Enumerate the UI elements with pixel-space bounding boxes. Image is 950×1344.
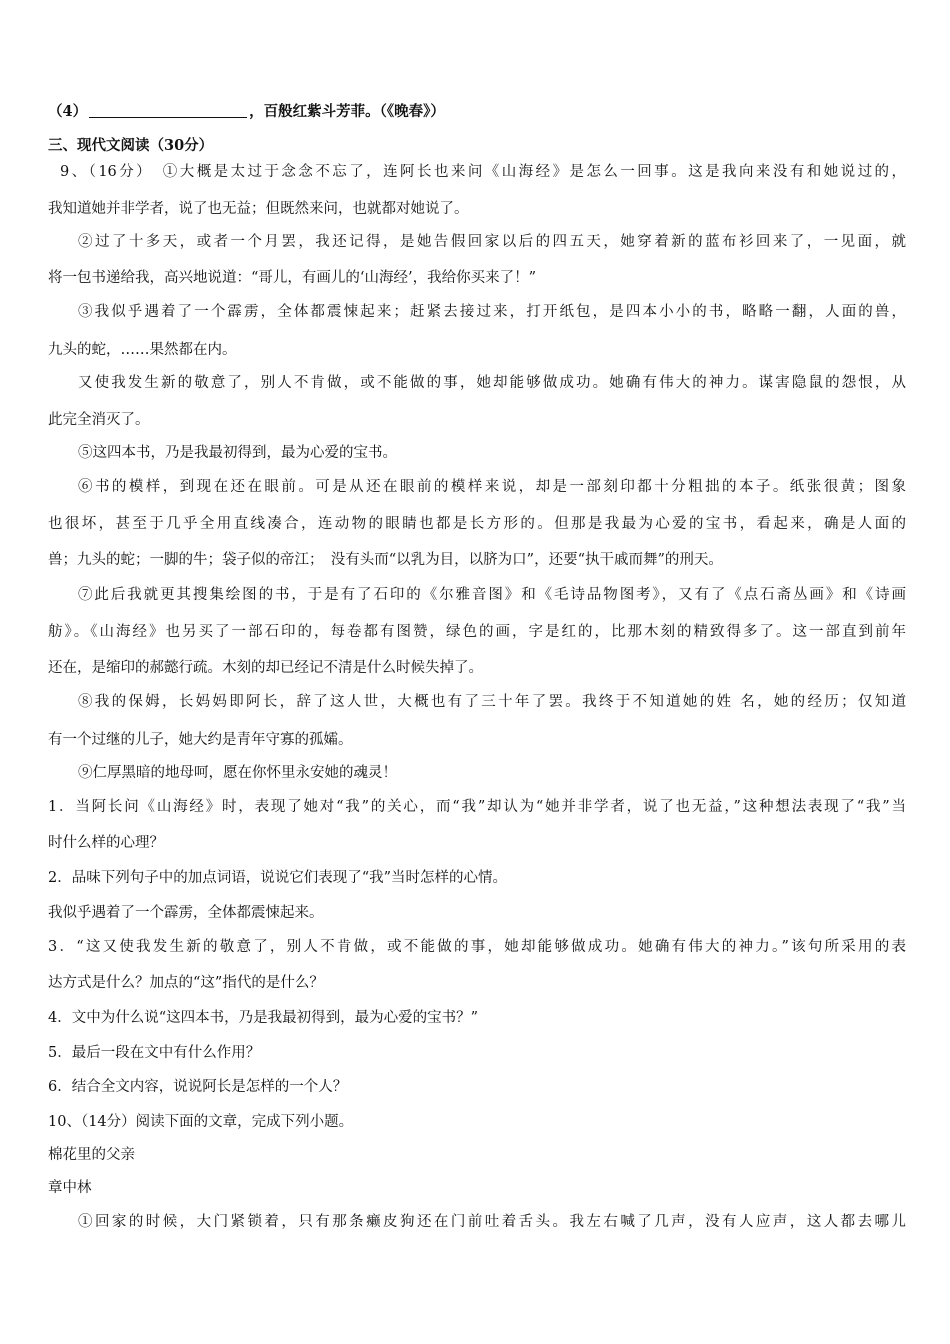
question-line: 3．“这又使我发生新的敬意了，别人不肯做，或不能做的事，她却能够做成功。她确有伟大的神力。”该句所采用的表: [48, 939, 906, 955]
section-heading: 三、现代文阅读（30分）: [48, 137, 214, 154]
passage-line: 还在，是缩印的郝懿行疏。木刻的却已经记不清是什么时候失掉了。: [48, 660, 483, 676]
fill-in-blank: [89, 103, 247, 118]
passage-line: 九头的蛇，……果然都在内。: [48, 342, 237, 358]
passage-line: ⑦此后我就更其搜集绘图的书，于是有了石印的《尔雅音图》和《毛诗品物图考》，又有了《点石斋丛画》和《诗画: [78, 587, 906, 603]
passage-line: ⑨仁厚黑暗的地母呵，愿在你怀里永安她的魂灵！: [78, 765, 397, 781]
passage-line: 有一个过继的儿子，她大约是青年守寡的孤孀。: [48, 732, 353, 748]
passage-10-intro: 10、（14分）阅读下面的文章，完成下列小题。: [48, 1114, 354, 1130]
question-line: 2．品味下列句子中的加点词语，说说它们表现了“我”当时怎样的心情。: [48, 870, 508, 886]
passage-line: ⑤这四本书，乃是我最初得到，最为心爱的宝书。: [78, 445, 397, 461]
passage-10-author: 章中林: [48, 1180, 92, 1196]
question-line: 5．最后一段在文中有什么作用？: [48, 1045, 261, 1061]
question-4-line: [48, 102, 906, 122]
passage-line: 兽；九头的蛇；一脚的牛；袋子似的帝江； 没有头而“以乳为目，以脐为口”，还要“执干戚而舞”的刑天。: [48, 552, 723, 568]
question-4-number: （4）: [48, 103, 88, 120]
question-line: 我似乎遇着了一个霹雳，全体都震悚起来。: [48, 905, 324, 921]
question-line: 4．文中为什么说“这四本书，乃是我最初得到，最为心爱的宝书？”: [48, 1010, 479, 1026]
passage-line: ②过了十多天，或者一个月罢，我还记得，是她告假回家以后的四五天，她穿着新的蓝布衫回来了，一见面，就: [78, 234, 906, 250]
passage-line: ①回家的时候，大门紧锁着，只有那条癞皮狗还在门前吐着舌头。我左右喊了几声，没有人应声，这人都去哪儿: [78, 1214, 906, 1230]
passage-line: ⑥书的模样，到现在还在眼前。可是从还在眼前的模样来说，却是一部刻印都十分粗拙的本子。纸张很黄；图象: [78, 479, 906, 495]
passage-line: ③我似乎遇着了一个霹雳，全体都震悚起来；赶紧去接过来，打开纸包，是四本小小的书，略略一翻，人面的兽，: [78, 304, 906, 320]
passage-10-title: 棉花里的父亲: [48, 1147, 135, 1163]
passage-line: 我知道她并非学者，说了也无益；但既然来问，也就都对她说了。: [48, 201, 469, 217]
question-line: 时什么样的心理？: [48, 835, 164, 851]
passage-line: 又使我发生新的敬意了，别人不肯做，或不能做的事，她却能够做成功。她确有伟大的神力。谋害隐鼠的怨恨，从: [78, 375, 906, 391]
question-4-text: ，百般红紫斗芳菲。（《晚春》）: [249, 103, 445, 120]
passage-line: 也很坏，甚至于几乎全用直线凑合，连动物的眼睛也都是长方形的。但那是我最为心爱的宝书，看起来，确是人面的: [48, 516, 906, 532]
passage-line: 9、（16分） ①大概是太过于念念不忘了，连阿长也来问《山海经》是怎么一回事。这是我向来没有和她说过的，: [60, 164, 906, 180]
passage-line: 舫》。《山海经》也另买了一部石印的，每卷都有图赞，绿色的画，字是红的，比那木刻的精致得多了。这一部直到前年: [48, 624, 906, 640]
question-line: 6．结合全文内容，说说阿长是怎样的一个人？: [48, 1079, 348, 1095]
question-line: 达方式是什么？加点的“这”指代的是什么？: [48, 975, 324, 991]
passage-line: ⑧我的保姆，长妈妈即阿长，辞了这人世，大概也有了三十年了罢。我终于不知道她的姓 名，她的经历；仅知道: [78, 694, 906, 710]
passage-line: 此完全消灭了。: [48, 412, 150, 428]
passage-line: 将一包书递给我，高兴地说道：“哥儿，有画儿的‘山海经’，我给你买来了！”: [48, 270, 537, 286]
question-line: 1．当阿长问《山海经》时，表现了她对“我”的关心，而“我”却认为“她并非学者，说了也无益，”这种想法表现了“我”当: [48, 799, 906, 815]
